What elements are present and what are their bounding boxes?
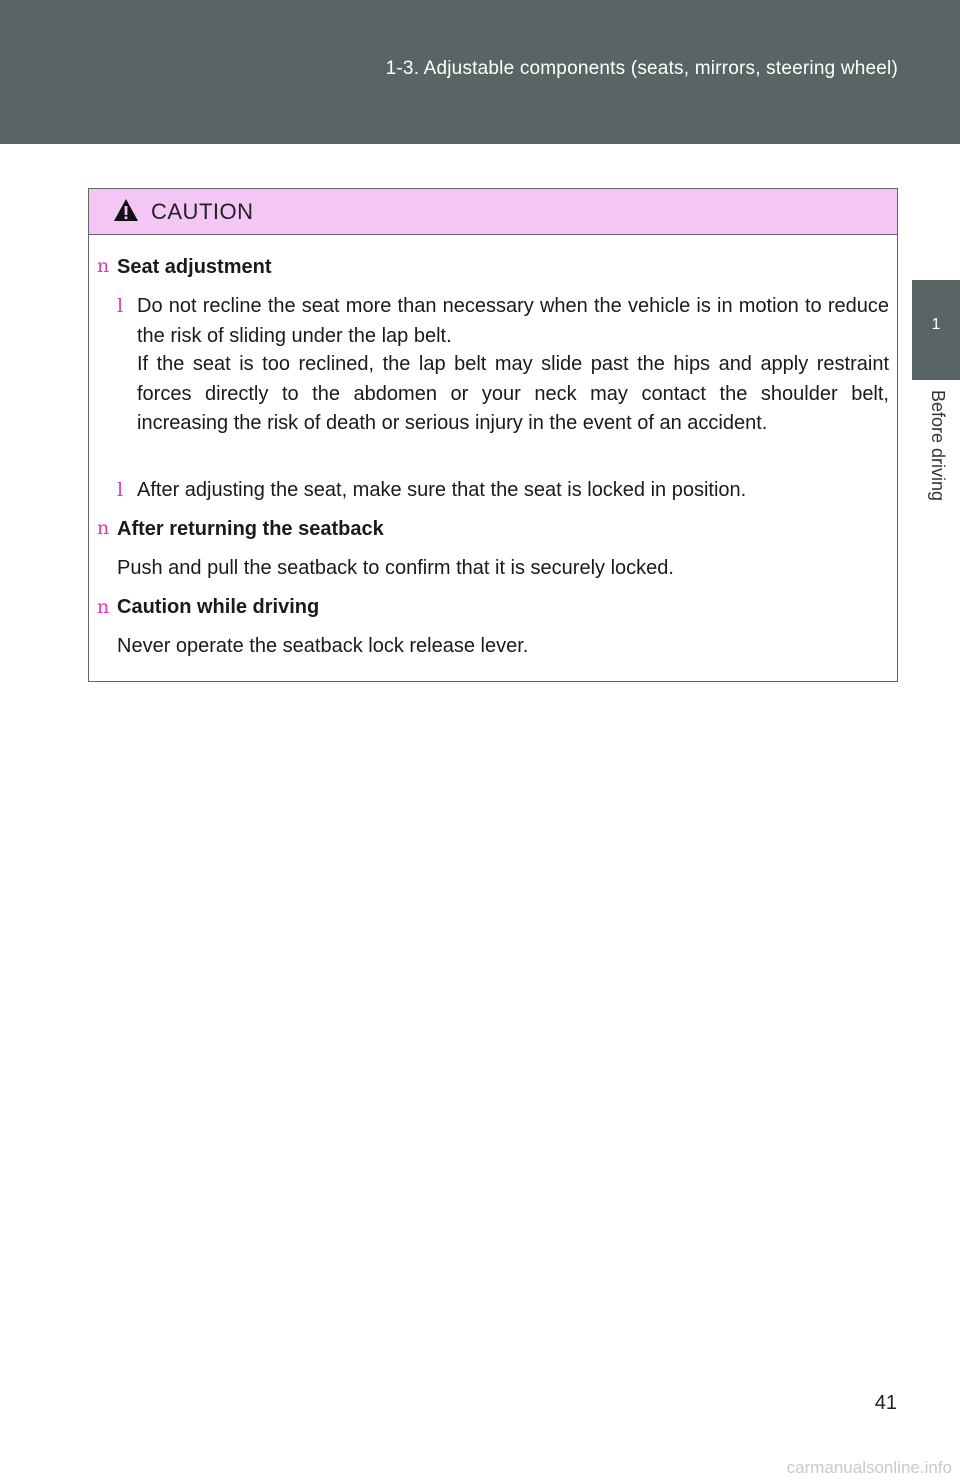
bullet-text: Do not recline the seat more than necessary when the vehicle is in motion to reduce the risk of sliding under the lap belt. <box>137 295 889 347</box>
caution-box <box>88 188 898 682</box>
section-marker: n <box>97 596 110 618</box>
bullet-text: After adjusting the seat, make sure that the seat is locked in position. <box>137 479 747 501</box>
bullet-text: If the seat is too reclined, the lap belt may slide past the hips and apply restraint forces directly to the abdomen or your neck may contact the shoulder belt, increasing the risk of death or serious injury in the event of an accident. <box>137 353 889 434</box>
page-header <box>0 0 960 144</box>
section-marker: n <box>97 517 110 539</box>
section-heading-caution-driving: Caution while driving <box>117 596 320 618</box>
watermark: carmanualsonline.info <box>786 1458 952 1477</box>
bullet-marker: l <box>117 479 124 501</box>
warning-triangle-icon <box>113 198 139 222</box>
section-text: Never operate the seatback lock release lever. <box>117 635 529 657</box>
chapter-number: 1 <box>931 316 941 333</box>
section-heading-seat-adjustment: Seat adjustment <box>117 256 272 278</box>
section-text: Push and pull the seatback to confirm that it is securely locked. <box>117 557 674 579</box>
section-heading-after-returning: After returning the seatback <box>117 518 384 540</box>
bullet-marker: l <box>117 295 124 317</box>
caution-title: CAUTION <box>151 199 254 224</box>
caution-header <box>89 189 897 235</box>
section-title: 1-3. Adjustable components (seats, mirrors, steering wheel) <box>385 58 898 79</box>
chapter-tab <box>912 280 960 380</box>
chapter-label: Before driving <box>928 390 948 502</box>
page-number: 41 <box>874 1392 897 1414</box>
section-marker: n <box>97 255 110 277</box>
